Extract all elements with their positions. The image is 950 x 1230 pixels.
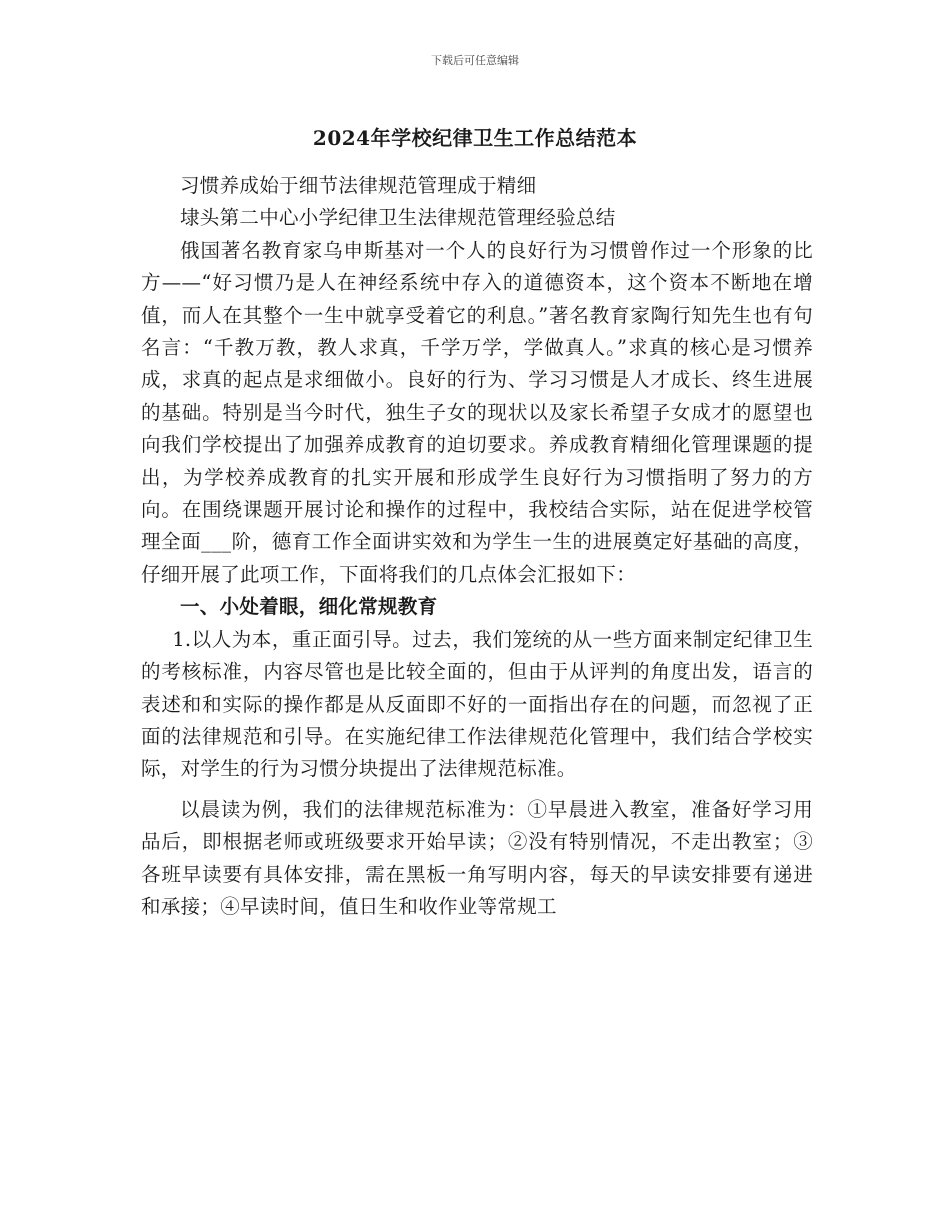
subtitle-line-2: 埭头第二中心小学纪律卫生法律规范管理经验总结 (180, 206, 616, 230)
document-title: 2024年学校纪律卫生工作总结范本 (312, 126, 638, 150)
header-note: 下载后可任意编辑 (431, 54, 519, 67)
paragraph-morning-reading: 以晨读为例，我们的法律规范标准为：①早晨进入教室，准备好学习用品后，即根据老师或班级要求开始早读；②没有特别情况，不走出教室；③各班早读要有具体安排，需在黑板一角写明内容，每天的早读安排要有递进和承接；④早读时间，值日生和收作业等常规工 (141, 797, 813, 918)
intro-paragraph: 俄国著名教育家乌申斯基对一个人的良好行为习惯曾作过一个形象的比方——“好习惯乃是人在神经系统中存入的道德资本，这个资本不断地在增值，而人在其整个一生中就享受着它的利息。”著名教育家陶行知先生也有句名言：“千教万教，教人求真，千学万学，学做真人。”求真的核心是习惯养成，求真的起点是求细做小。良好的行为、学习习惯是人才成长、终生进展的基础。特别是当今时代，独生子女的现状以及家长希望子女成才的愿望也向我们学校提出了加强养成教育的迫切要求。养成教育精细化管理课题的提出，为学校养成教育的扎实开展和形成学生良好行为习惯指明了努力的方向。在围绕课题开展讨论和操作的过程中，我校结合实际，站在促进学校管理全面___阶，德育工作全面讲实效和为学生一生的进展奠定好基础的高度，仔细开展了此项工作，下面将我们的几点体会汇报如下： (141, 238, 813, 586)
paragraph-item-1: 1.以人为本，重正面引导。过去，我们笼统的从一些方面来制定纪律卫生的考核标准，内容尽管也是比较全面的，但由于从评判的角度出发，语言的表述和和实际的操作都是从反面即不好的一面指出存在的问题，而忽视了正面的法律规范和引导。在实施纪律工作法律规范化管理中，我们结合学校实际，对学生的行为习惯分块提出了法律规范标准。 (141, 627, 813, 781)
subtitle-line-1: 习惯养成始于细节法律规范管理成于精细 (180, 174, 537, 197)
document-body (141, 170, 813, 923)
section-heading-1: 一、小处着眼，细化常规教育 (180, 595, 438, 619)
